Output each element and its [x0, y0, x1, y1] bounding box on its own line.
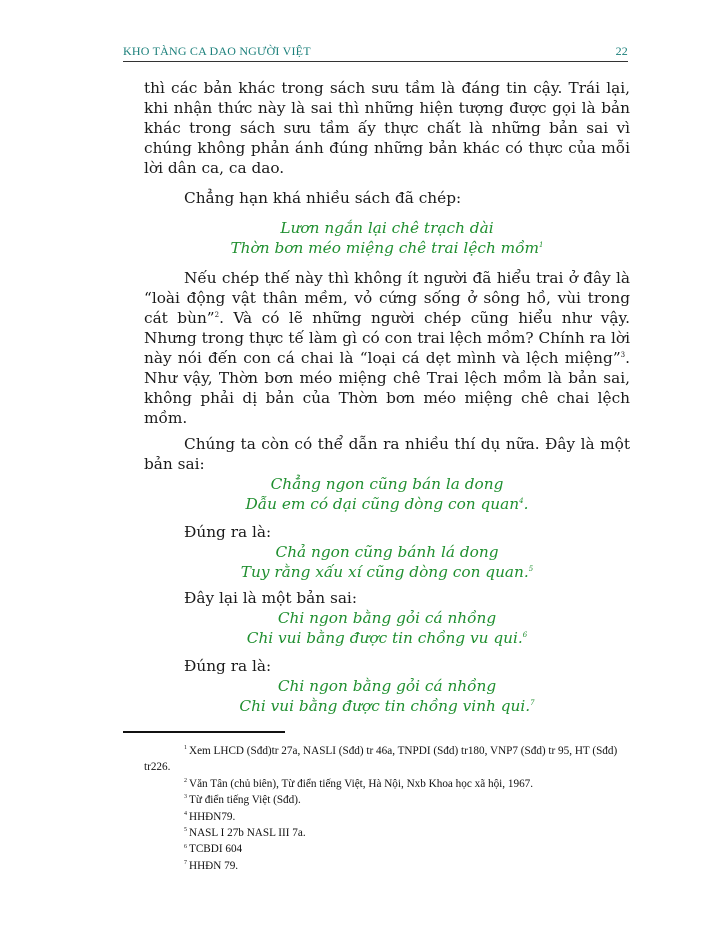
- paragraph-5: Đúng ra là:: [184, 523, 272, 541]
- footnote-text: HHĐN79.: [189, 810, 236, 823]
- footnote-text: HHĐN 79.: [189, 859, 239, 872]
- verse-line-text: Chi vui bằng được tin chồng vinh qui.: [239, 697, 531, 715]
- footnote-text: Từ điển tiếng Việt (Sđd).: [189, 794, 301, 807]
- verse-line-text: Chi vui bằng được tin chồng vu qui.: [246, 629, 523, 647]
- verse-line-text: Thờn bơn méo miệng chê trai lệch mồm: [230, 239, 540, 257]
- footnote-4: [144, 809, 630, 825]
- paragraph-3: [144, 268, 630, 428]
- footnote-number: 3: [184, 794, 187, 801]
- paragraph-6: Đây lại là một bản sai:: [184, 589, 357, 607]
- page-number: 22: [615, 44, 628, 58]
- paragraph-1: thì các bản khác trong sách sưu tầm là đáng tin cậy. Trái lại, khi nhận thức này là sai thì những hiện tượng được gọi là bản khác trong sách sưu tầm ấy thực chất là những bản sai vì chúng không phản ánh đúng những bản khác có thực của mỗi lời dân ca, ca dao.: [144, 79, 630, 177]
- verse-1: [144, 218, 630, 258]
- verse-5: [144, 676, 630, 716]
- paragraph-7: Đúng ra là:: [184, 657, 272, 675]
- verse-2: [144, 474, 630, 514]
- footnote-ref: 1: [539, 240, 544, 249]
- verse-line-with-ref: [144, 562, 630, 582]
- footnote-number: 2: [184, 778, 187, 785]
- footnote-text: Văn Tân (chủ biên), Từ điển tiếng Việt, Hà Nội, Nxb Khoa học xã hội, 1967.: [189, 777, 534, 790]
- paragraph-3-part-a: Nếu chép thế này thì không ít người đã hiểu trai ở đây là “loài động vật thân mềm, vỏ cứng sống ở sông hồ, vùi trong cát bùn”: [144, 269, 630, 327]
- paragraph-3-part-c: . Như vậy, Thờn bơn méo miệng chê Trai lệch mồm là bản sai, không phải dị bản của Thờn bơn méo miệng chê chai lệch mồm.: [144, 349, 630, 427]
- footnote-ref: 7: [530, 698, 535, 707]
- verse-line: Chi ngon bằng gỏi cá nhồng: [277, 677, 497, 695]
- verse-line: Chẳng ngon cũng bán la dong: [270, 475, 504, 493]
- footnote-text: NASL I 27b NASL III 7a.: [189, 827, 306, 840]
- header-divider: [123, 61, 628, 62]
- verse-line-with-ref: [144, 238, 630, 258]
- verse-4: [144, 608, 630, 648]
- footnote-text: Xem LHCD (Sđd)tr 27a, NASLI (Sđd) tr 46a, TNPDI (Sđd) tr180, VNP7 (Sđd) tr 95, HT (Sđd) tr226.: [144, 745, 618, 774]
- footnote-text: TCBDI 604: [189, 843, 243, 856]
- verse-line-with-ref: [144, 494, 630, 514]
- verse-end-punct: .: [523, 495, 529, 513]
- footnote-5: [144, 825, 630, 841]
- footnote-number: 4: [184, 810, 187, 817]
- footnote-7: [144, 858, 630, 874]
- footnote-ref: 5: [528, 564, 534, 573]
- footnote-2: [144, 776, 630, 792]
- footnote-ref: 2: [214, 310, 220, 319]
- page-body: [144, 78, 630, 716]
- verse-line: Lươn ngắn lại chê trạch dài: [280, 219, 494, 237]
- footnote-ref: 6: [522, 630, 528, 639]
- verse-line: Chả ngon cũng bánh lá dong: [275, 543, 499, 561]
- footnote-ref: 4: [519, 496, 524, 505]
- footnote-number: 7: [184, 860, 187, 867]
- verse-3: [144, 542, 630, 582]
- verse-line-with-ref: [144, 628, 630, 648]
- verse-line-text: Tuy rằng xấu xí cũng dòng con quan.: [240, 563, 529, 581]
- verse-line: Chi ngon bằng gỏi cá nhồng: [277, 609, 497, 627]
- footnote-number: 1: [184, 745, 187, 752]
- verse-line-text: Dẫu em có dại cũng dòng con quan: [245, 495, 520, 513]
- footnotes: [144, 743, 630, 874]
- paragraph-3-part-b: . Và có lẽ những người chép cũng hiểu như vậy. Nhưng trong thực tế làm gì có con trai lệch mồm? Chính ra lời này nói đến con cá chai là “loại cá dẹt mình và lệch miệng”: [144, 309, 630, 367]
- footnote-ref: 3: [620, 350, 626, 359]
- footnote-6: [144, 841, 630, 857]
- book-title: KHO TÀNG CA DAO NGƯỜI VIỆT: [123, 44, 311, 58]
- paragraph-2: Chẳng hạn khá nhiều sách đã chép:: [184, 189, 462, 207]
- footnote-1: [144, 743, 630, 776]
- verse-line-with-ref: [144, 696, 630, 716]
- footnote-divider: [123, 731, 285, 733]
- paragraph-4: Chúng ta còn có thể dẫn ra nhiều thí dụ nữa. Đây là một bản sai:: [144, 435, 630, 473]
- footnote-number: 6: [184, 843, 187, 850]
- footnote-3: [144, 792, 630, 808]
- footnote-number: 5: [184, 827, 187, 834]
